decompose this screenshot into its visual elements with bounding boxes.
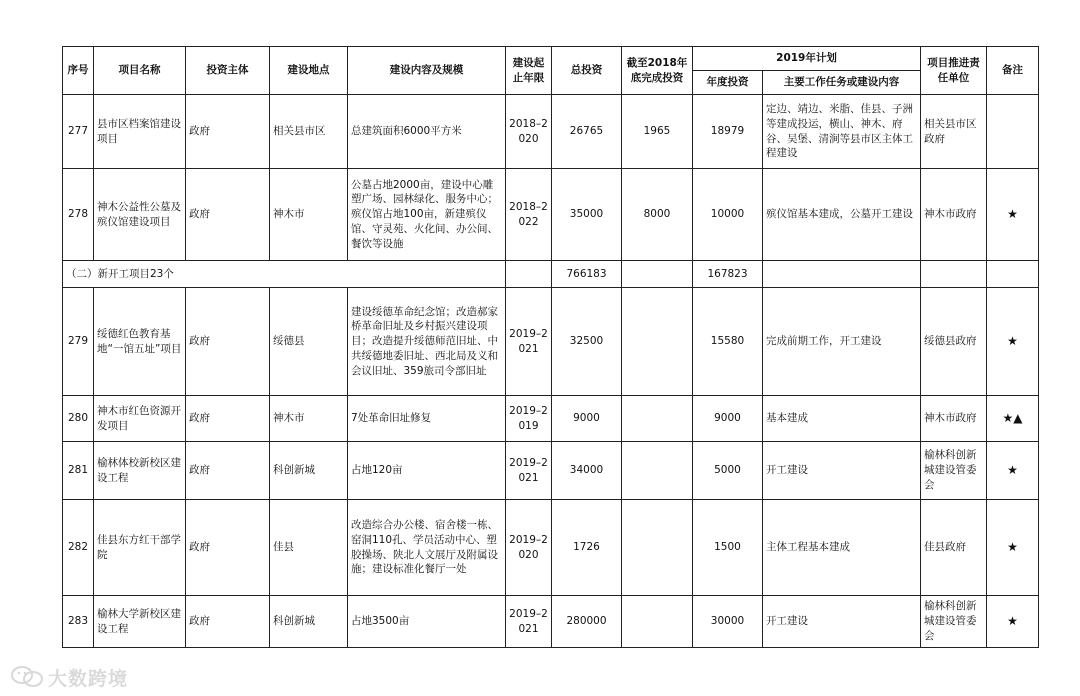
cell-seq: 281 [63, 442, 94, 500]
header-period: 建设起止年限 [506, 47, 552, 95]
header-annual: 年度投资 [693, 71, 763, 95]
cell-remark: ★ [987, 500, 1039, 596]
cell-tasks: 开工建设 [763, 596, 921, 648]
cell-unit: 榆林科创新城建设管委会 [921, 442, 987, 500]
cell-content: 占地3500亩 [348, 596, 506, 648]
cell-location: 科创新城 [270, 596, 348, 648]
cell-name: 县市区档案馆建设项目 [94, 95, 186, 169]
cell-investor: 政府 [186, 396, 270, 442]
cell-investor: 政府 [186, 169, 270, 261]
header-total: 总投资 [552, 47, 622, 95]
project-table [62, 46, 1039, 648]
cell-seq: 277 [63, 95, 94, 169]
cell-annual: 15580 [693, 288, 763, 396]
cell-location: 佳县 [270, 500, 348, 596]
cell-tasks: 基本建成 [763, 396, 921, 442]
section-label: （二）新开工项目23个 [63, 261, 506, 288]
cell-total: 35000 [552, 169, 622, 261]
cell-total: 32500 [552, 288, 622, 396]
cell-seq: 278 [63, 169, 94, 261]
cell-content: 占地120亩 [348, 442, 506, 500]
section-empty [506, 261, 552, 288]
cell-annual: 5000 [693, 442, 763, 500]
cell-total: 9000 [552, 396, 622, 442]
cell-content: 7处革命旧址修复 [348, 396, 506, 442]
table-row [63, 596, 1039, 648]
cell-annual: 18979 [693, 95, 763, 169]
cell-annual: 30000 [693, 596, 763, 648]
cell-name: 榆林体校新校区建设工程 [94, 442, 186, 500]
cell-name: 榆林大学新校区建设工程 [94, 596, 186, 648]
cell-investor: 政府 [186, 596, 270, 648]
cell-period: 2019–2020 [506, 500, 552, 596]
section-empty [622, 261, 693, 288]
cell-content: 建设绥德革命纪念馆；改造郝家桥革命旧址及乡村振兴建设项目；改造提升绥德师范旧址、中共绥德地委旧址、西北局及义和会议旧址、359旅司令部旧址 [348, 288, 506, 396]
cell-completed [622, 288, 693, 396]
cell-total: 280000 [552, 596, 622, 648]
cell-content: 改造综合办公楼、宿舍楼一栋、窑洞110孔、学员活动中心、塑胶操场、陕北人文展厅及附属设施；建设标准化餐厅一处 [348, 500, 506, 596]
cell-total: 1726 [552, 500, 622, 596]
cell-name: 佳县东方红干部学院 [94, 500, 186, 596]
cell-seq: 283 [63, 596, 94, 648]
header-completed: 截至2018年底完成投资 [622, 47, 693, 95]
cell-content: 公墓占地2000亩，建设中心雕塑广场、园林绿化、服务中心；殡仪馆占地100亩，新建殡仪馆、守灵苑、火化间、办公间、餐饮等设施 [348, 169, 506, 261]
cell-unit: 佳县政府 [921, 500, 987, 596]
cell-seq: 279 [63, 288, 94, 396]
section-empty [763, 261, 921, 288]
cell-content: 总建筑面积6000平方米 [348, 95, 506, 169]
header-content: 建设内容及规模 [348, 47, 506, 95]
watermark [10, 664, 128, 690]
cell-investor: 政府 [186, 95, 270, 169]
cell-total: 26765 [552, 95, 622, 169]
table-row [63, 95, 1039, 169]
section-empty [921, 261, 987, 288]
cell-investor: 政府 [186, 288, 270, 396]
table-row [63, 396, 1039, 442]
header-tasks: 主要工作任务或建设内容 [763, 71, 921, 95]
cell-unit: 相关县市区政府 [921, 95, 987, 169]
cell-unit: 榆林科创新城建设管委会 [921, 596, 987, 648]
watermark-text: 大数跨境 [48, 667, 129, 690]
cell-remark: ★ [987, 596, 1039, 648]
cell-location: 神木市 [270, 169, 348, 261]
cell-name: 神木公益性公墓及殡仪馆建设项目 [94, 169, 186, 261]
section-empty [987, 261, 1039, 288]
cell-completed [622, 596, 693, 648]
cell-tasks: 开工建设 [763, 442, 921, 500]
header-name: 项目名称 [94, 47, 186, 95]
cell-name: 神木市红色资源开发项目 [94, 396, 186, 442]
cell-location: 绥德县 [270, 288, 348, 396]
cell-period: 2019–2021 [506, 288, 552, 396]
cell-remark [987, 95, 1039, 169]
cell-unit: 绥德县政府 [921, 288, 987, 396]
cell-name: 绥德红色教育基地“一馆五址”项目 [94, 288, 186, 396]
cell-unit: 神木市政府 [921, 396, 987, 442]
cell-unit: 神木市政府 [921, 169, 987, 261]
cell-total: 34000 [552, 442, 622, 500]
cell-tasks: 定边、靖边、米脂、佳县、子洲等建成投运，横山、神木、府谷、吴堡、清涧等县市区主体工程建设 [763, 95, 921, 169]
cell-completed [622, 500, 693, 596]
cell-tasks: 主体工程基本建成 [763, 500, 921, 596]
section-total: 766183 [552, 261, 622, 288]
cell-annual: 1500 [693, 500, 763, 596]
cell-remark: ★ [987, 442, 1039, 500]
table-row [63, 169, 1039, 261]
cell-period: 2019–2021 [506, 596, 552, 648]
cell-remark: ★ [987, 169, 1039, 261]
wechat-logo-icon [10, 665, 44, 689]
cell-period: 2018–2020 [506, 95, 552, 169]
cell-completed: 1965 [622, 95, 693, 169]
section-row [63, 261, 1039, 288]
table-row [63, 288, 1039, 396]
cell-tasks: 完成前期工作，开工建设 [763, 288, 921, 396]
header-location: 建设地点 [270, 47, 348, 95]
header-plan2019: 2019年计划 [693, 47, 921, 71]
cell-location: 神木市 [270, 396, 348, 442]
cell-remark: ★ [987, 288, 1039, 396]
header-seq: 序号 [63, 47, 94, 95]
cell-period: 2018–2022 [506, 169, 552, 261]
table-row [63, 442, 1039, 500]
cell-investor: 政府 [186, 442, 270, 500]
header-investor: 投资主体 [186, 47, 270, 95]
cell-completed [622, 442, 693, 500]
cell-completed [622, 396, 693, 442]
cell-period: 2019–2021 [506, 442, 552, 500]
header-unit: 项目推进责任单位 [921, 47, 987, 95]
cell-remark: ★▲ [987, 396, 1039, 442]
cell-completed: 8000 [622, 169, 693, 261]
cell-seq: 280 [63, 396, 94, 442]
cell-location: 科创新城 [270, 442, 348, 500]
cell-annual: 10000 [693, 169, 763, 261]
cell-period: 2019–2019 [506, 396, 552, 442]
cell-seq: 282 [63, 500, 94, 596]
cell-investor: 政府 [186, 500, 270, 596]
table-row [63, 500, 1039, 596]
cell-annual: 9000 [693, 396, 763, 442]
cell-tasks: 殡仪馆基本建成，公墓开工建设 [763, 169, 921, 261]
section-annual: 167823 [693, 261, 763, 288]
cell-location: 相关县市区 [270, 95, 348, 169]
header-remark: 备注 [987, 47, 1039, 95]
